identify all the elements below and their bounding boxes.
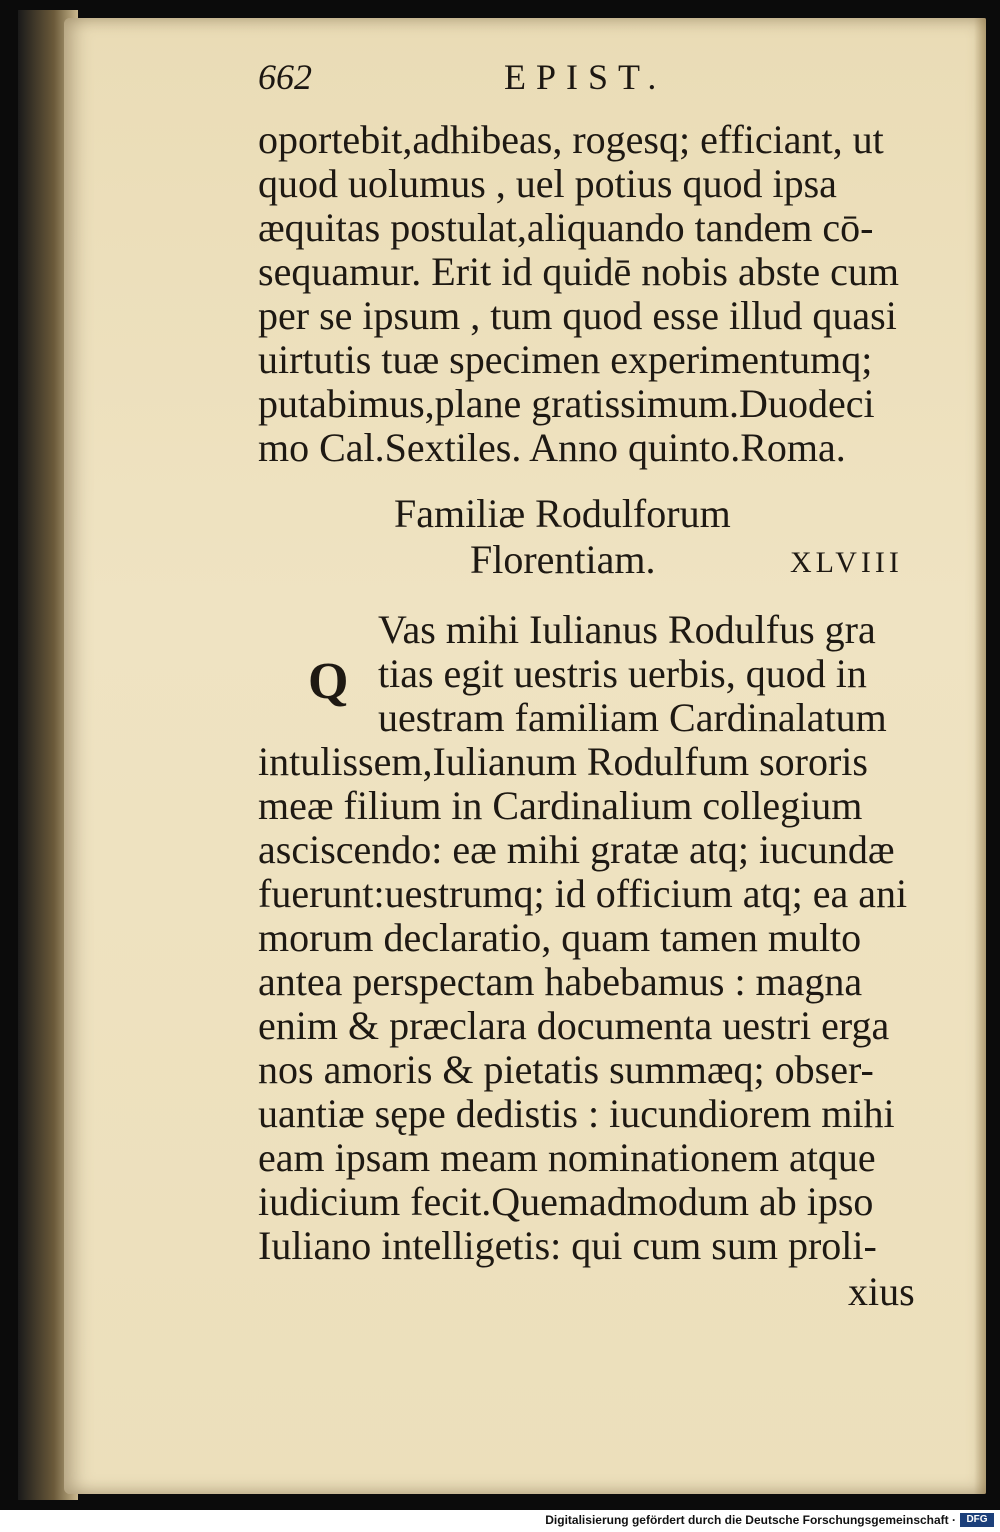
- text-line: enim & præclara documenta uestri erga: [258, 1003, 890, 1048]
- text-line: uantiæ sępe dedistis : iucundiorem mihi: [258, 1091, 895, 1136]
- text-line: oportebit,adhibeas, rogesq; efficiant, ut: [258, 117, 884, 162]
- catchword: xius: [848, 1269, 915, 1314]
- text-line: asciscendo: eæ mihi gratæ atq; iucundæ: [258, 827, 895, 872]
- text-line: tias egit uestris uerbis, quod in: [378, 651, 867, 696]
- funding-notice: Digitalisierung gefördert durch die Deutsche Forschungsgemeinschaft ·: [545, 1513, 956, 1527]
- page-header: [258, 56, 858, 104]
- running-head: EPIST.: [504, 57, 667, 97]
- text-line: nos amoris & pietatis summæq; obser-: [258, 1047, 874, 1092]
- text-line: uirtutis tuæ specimen experimentumq;: [258, 337, 873, 382]
- text-line: iudicium fecit.Quemadmodum ab ipso: [258, 1179, 874, 1224]
- text-line: per se ipsum , tum quod esse illud quasi: [258, 293, 897, 338]
- text-line: quod uolumus , uel potius quod ipsa: [258, 161, 837, 206]
- text-line: meæ filium in Cardinalium collegium: [258, 783, 863, 828]
- page-number: 662: [258, 57, 312, 97]
- letter-number: XLVIII: [790, 546, 903, 579]
- text-line: putabimus,plane gratissimum.Duodeci: [258, 381, 875, 426]
- decorative-initial: Q: [308, 653, 349, 710]
- text-line: fuerunt:uestrumq; id officium atq; ea ani: [258, 871, 908, 916]
- text-line: eam ipsam meam nominationem atque: [258, 1135, 876, 1180]
- page-gutter-shadow: [974, 18, 986, 1494]
- footer-bar: [0, 1510, 1000, 1532]
- heading-line: Florentiam.: [470, 537, 656, 582]
- text-line: æquitas postulat,aliquando tandem cō-: [258, 205, 874, 250]
- text-line: antea perspectam habebamus : magna: [258, 959, 863, 1004]
- text-line: uestram familiam Cardinalatum: [378, 695, 887, 740]
- text-line: sequamur. Erit id quidē nobis abste cum: [258, 249, 899, 294]
- dfg-logo: DFG: [960, 1513, 994, 1527]
- text-line: Iuliano intelligetis: qui cum sum proli-: [258, 1223, 877, 1268]
- text-line: mo Cal.Sextiles. Anno quinto.Roma.: [258, 425, 846, 470]
- text-line: intulissem,Iulianum Rodulfum sororis: [258, 739, 868, 784]
- heading-line: Familiæ Rodulforum: [394, 491, 731, 536]
- text-line: Vas mihi Iulianus Rodulfus gra: [378, 607, 876, 652]
- text-line: morum declaratio, quam tamen multo: [258, 915, 862, 960]
